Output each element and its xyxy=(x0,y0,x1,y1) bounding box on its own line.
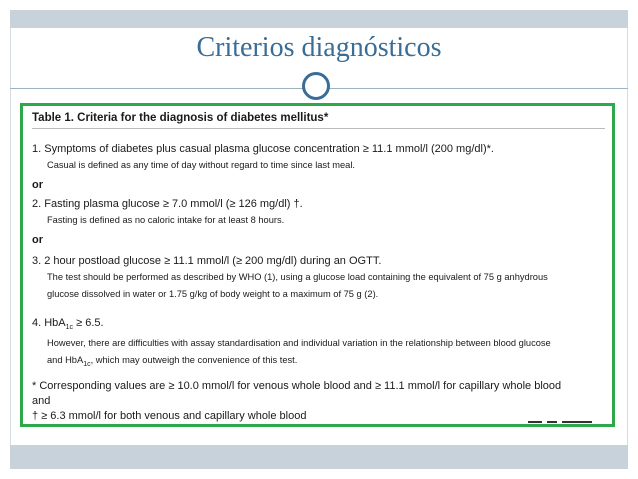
criterion-1-text: 1. Symptoms of diabetes plus casual plasma glucose concentration ≥ 11.1 mmol/l (200 mg/dl)*. xyxy=(32,143,494,155)
criterion-2 xyxy=(32,197,607,229)
table-heading: Table 1. Criteria for the diagnosis of diabetes mellitus* xyxy=(32,112,329,124)
corner-marks xyxy=(528,421,610,424)
criterion-1 xyxy=(32,142,607,174)
criterion-4-text xyxy=(32,316,607,335)
criterion-4-suffix: ≥ 6.5. xyxy=(73,317,104,329)
criterion-4-note-suffix: , which may outweigh the convenience of this test. xyxy=(90,355,298,366)
criterion-4-note-sub: 1c xyxy=(83,361,91,369)
corner-mark-1 xyxy=(528,421,542,423)
criterion-4 xyxy=(32,316,607,373)
title-ring-ornament xyxy=(302,72,330,100)
criterion-4-note-1: However, there are difficulties with assay standardisation and individual variation in the relationship between blood glucose xyxy=(47,338,551,349)
corner-mark-3 xyxy=(562,421,592,423)
criterion-2-text: 2. Fasting plasma glucose ≥ 7.0 mmol/l (≥ 126 mg/dl) †. xyxy=(32,198,303,210)
bottom-footer-band xyxy=(10,445,628,469)
criterion-4-sub: 1c xyxy=(65,324,74,332)
top-header-band xyxy=(10,10,628,28)
criterion-3-note-2: glucose dissolved in water or 1.75 g/kg of body weight to a maximum of 75 g (2). xyxy=(47,289,379,299)
criterion-4-note-prefix: and HbA xyxy=(47,355,84,366)
footnote-star: * Corresponding values are ≥ 10.0 mmol/l for venous whole blood and ≥ 11.1 mmol/l for capillary whole blood xyxy=(32,380,562,392)
criterion-4-prefix: 4. HbA xyxy=(32,317,66,329)
table-heading-rule xyxy=(32,128,605,129)
slide-title: Criterios diagnósticos xyxy=(196,32,442,63)
footnote-dagger: † ≥ 6.3 mmol/l for both venous and capillary whole blood xyxy=(32,410,307,422)
criterion-1-note: Casual is defined as any time of day without regard to time since last meal. xyxy=(47,160,355,170)
criterion-3-note-1: The test should be performed as described by WHO (1), using a glucose load containing the equivalent of 75 g anhydrous xyxy=(47,272,548,282)
or-separator-1: or xyxy=(32,179,43,191)
criterion-3-text: 3. 2 hour postload glucose ≥ 11.1 mmol/l (≥ 200 mg/dl) during an OGTT. xyxy=(32,255,382,267)
criterion-3 xyxy=(32,254,607,303)
corner-mark-2 xyxy=(547,421,557,423)
footnotes xyxy=(32,379,607,424)
footnote-star-cont: and xyxy=(32,395,51,407)
criteria-table xyxy=(20,103,615,427)
criterion-4-note-2 xyxy=(32,352,607,373)
or-separator-2: or xyxy=(32,234,43,246)
criterion-2-note: Fasting is defined as no caloric intake for at least 8 hours. xyxy=(47,215,285,225)
